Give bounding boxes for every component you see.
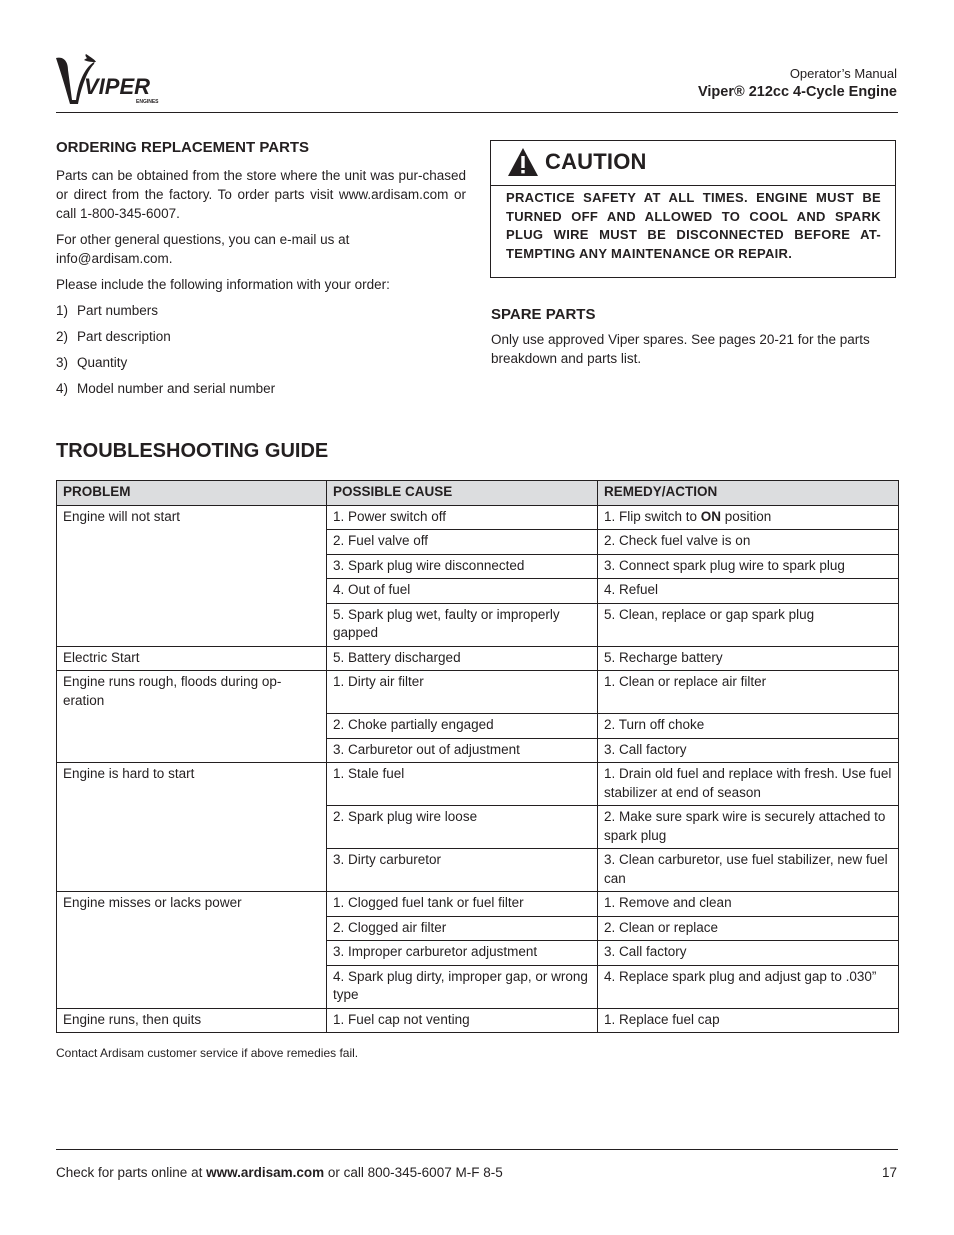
ordering-para-2: For other general questions, you can e-mail us at info@ardisam.com. — [56, 232, 350, 266]
viper-snake-icon — [54, 54, 169, 106]
remedy-cell: 1. Clean or replace air filter — [598, 671, 899, 714]
page-number: 17 — [881, 1165, 897, 1180]
table-row — [57, 1008, 899, 1033]
problem-cell: Engine runs, then quits — [57, 1008, 327, 1033]
table-row — [57, 892, 899, 917]
cause-cell: 3. Improper carburetor adjustment — [327, 941, 598, 966]
remedy-cell: 3. Call factory — [598, 738, 899, 763]
warning-triangle-icon — [507, 147, 539, 177]
svg-text:VIPER: VIPER — [84, 74, 151, 99]
table-row — [57, 763, 899, 806]
svg-text:ENGINES: ENGINES — [136, 99, 159, 105]
table-row — [57, 671, 899, 714]
remedy-cell: 1. Flip switch to ON position — [598, 505, 899, 530]
remedy-cell: 1. Drain old fuel and replace with fresh. Use fuel stabilizer at end of season — [598, 763, 899, 806]
remedy-cell: 4. Replace spark plug and adjust gap to .030” — [598, 965, 899, 1008]
remedy-cell: 5. Clean, replace or gap spark plug — [598, 603, 899, 646]
troubleshooting-table — [56, 480, 899, 1033]
cause-cell: 4. Out of fuel — [327, 579, 598, 604]
cause-cell: 5. Battery discharged — [327, 646, 598, 671]
remedy-cell: 1. Remove and clean — [598, 892, 899, 917]
cause-cell: 1. Power switch off — [327, 505, 598, 530]
cause-cell: 1. Stale fuel — [327, 763, 598, 806]
caution-title: CAUTION — [545, 149, 647, 174]
cause-cell: 2. Fuel valve off — [327, 530, 598, 555]
column-header-cause: POSSIBLE CAUSE — [327, 481, 598, 506]
list-item: 4) Model number and serial number — [56, 381, 276, 396]
list-item: 3) Quantity — [56, 355, 128, 370]
column-header-remedy: REMEDY/ACTION — [598, 481, 899, 506]
manual-title: Viper® 212cc 4-Cycle Engine — [697, 84, 897, 100]
cause-cell: 3. Carburetor out of adjustment — [327, 738, 598, 763]
cause-cell: 1. Clogged fuel tank or fuel filter — [327, 892, 598, 917]
remedy-cell: 3. Clean carburetor, use fuel stabilizer, new fuel can — [598, 849, 899, 892]
manual-subtitle: Operator’s Manual — [789, 66, 897, 81]
cause-cell: 2. Clogged air filter — [327, 916, 598, 941]
table-row — [57, 646, 899, 671]
problem-cell: Engine will not start — [57, 505, 327, 646]
remedy-cell: 2. Check fuel valve is on — [598, 530, 899, 555]
column-header-problem: PROBLEM — [57, 481, 327, 506]
ordering-list — [56, 301, 466, 398]
remedy-cell: 4. Refuel — [598, 579, 899, 604]
problem-cell: Engine is hard to start — [57, 763, 327, 892]
caution-box — [490, 140, 896, 278]
ordering-section — [56, 138, 466, 405]
caution-text: PRACTICE SAFETY AT ALL TIMES. ENGINE MUST BE TURNED OFF AND ALLOWED TO COOL AND SPARK PLUG WIRE MUST BE DISCONNECTED BEFORE AT-TEMPTING ANY MAINTENANCE OR REPAIR. — [506, 190, 881, 261]
problem-cell: Electric Start — [57, 646, 327, 671]
remedy-cell: 3. Connect spark plug wire to spark plug — [598, 554, 899, 579]
header-titles — [698, 66, 897, 102]
cause-cell: 3. Spark plug wire disconnected — [327, 554, 598, 579]
spare-parts-heading: SPARE PARTS — [491, 306, 596, 323]
footer-text: Check for parts online at www.ardisam.com or call 800-345-6007 M-F 8-5 — [56, 1165, 503, 1180]
cause-cell: 2. Spark plug wire loose — [327, 806, 598, 849]
cause-cell: 2. Choke partially engaged — [327, 714, 598, 739]
remedy-cell: 2. Clean or replace — [598, 916, 899, 941]
footer-divider — [56, 1149, 898, 1150]
spare-parts-text: Only use approved Viper spares. See pages 20-21 for the parts breakdown and parts list. — [491, 332, 870, 366]
troubleshooting-note: Contact Ardisam customer service if above remedies fail. — [56, 1046, 359, 1060]
table-row — [57, 505, 899, 530]
cause-cell: 4. Spark plug dirty, improper gap, or wrong type — [327, 965, 598, 1008]
remedy-cell: 3. Call factory — [598, 941, 899, 966]
troubleshooting-title: TROUBLESHOOTING GUIDE — [56, 440, 329, 462]
remedy-cell: 1. Replace fuel cap — [598, 1008, 899, 1033]
cause-cell: 1. Dirty air filter — [327, 671, 598, 714]
table-header-row — [57, 481, 899, 506]
problem-cell: Engine misses or lacks power — [57, 892, 327, 1009]
caution-divider — [491, 185, 895, 186]
spare-parts-section — [491, 305, 897, 368]
remedy-cell: 2. Make sure spark wire is securely attached to spark plug — [598, 806, 899, 849]
ordering-para-3: Please include the following information with your order: — [56, 277, 390, 292]
ordering-para-1: Parts can be obtained from the store where the unit was pur-chased or direct from the factory. To order parts visit www.ardisam.com or call 1-800-345-6007. — [56, 168, 466, 221]
caution-header — [507, 147, 647, 177]
viper-logo — [54, 54, 169, 106]
cause-cell: 3. Dirty carburetor — [327, 849, 598, 892]
cause-cell: 5. Spark plug wet, faulty or improperly gapped — [327, 603, 598, 646]
website-link[interactable]: www.ardisam.com — [206, 1165, 325, 1180]
header-divider — [56, 112, 898, 113]
remedy-cell: 2. Turn off choke — [598, 714, 899, 739]
cause-cell: 1. Fuel cap not venting — [327, 1008, 598, 1033]
ordering-heading: ORDERING REPLACEMENT PARTS — [56, 139, 310, 156]
list-item: 2) Part description — [56, 329, 171, 344]
remedy-cell: 5. Recharge battery — [598, 646, 899, 671]
problem-cell: Engine runs rough, floods during op-eration — [57, 671, 327, 763]
list-item: 1) Part numbers — [56, 303, 159, 318]
